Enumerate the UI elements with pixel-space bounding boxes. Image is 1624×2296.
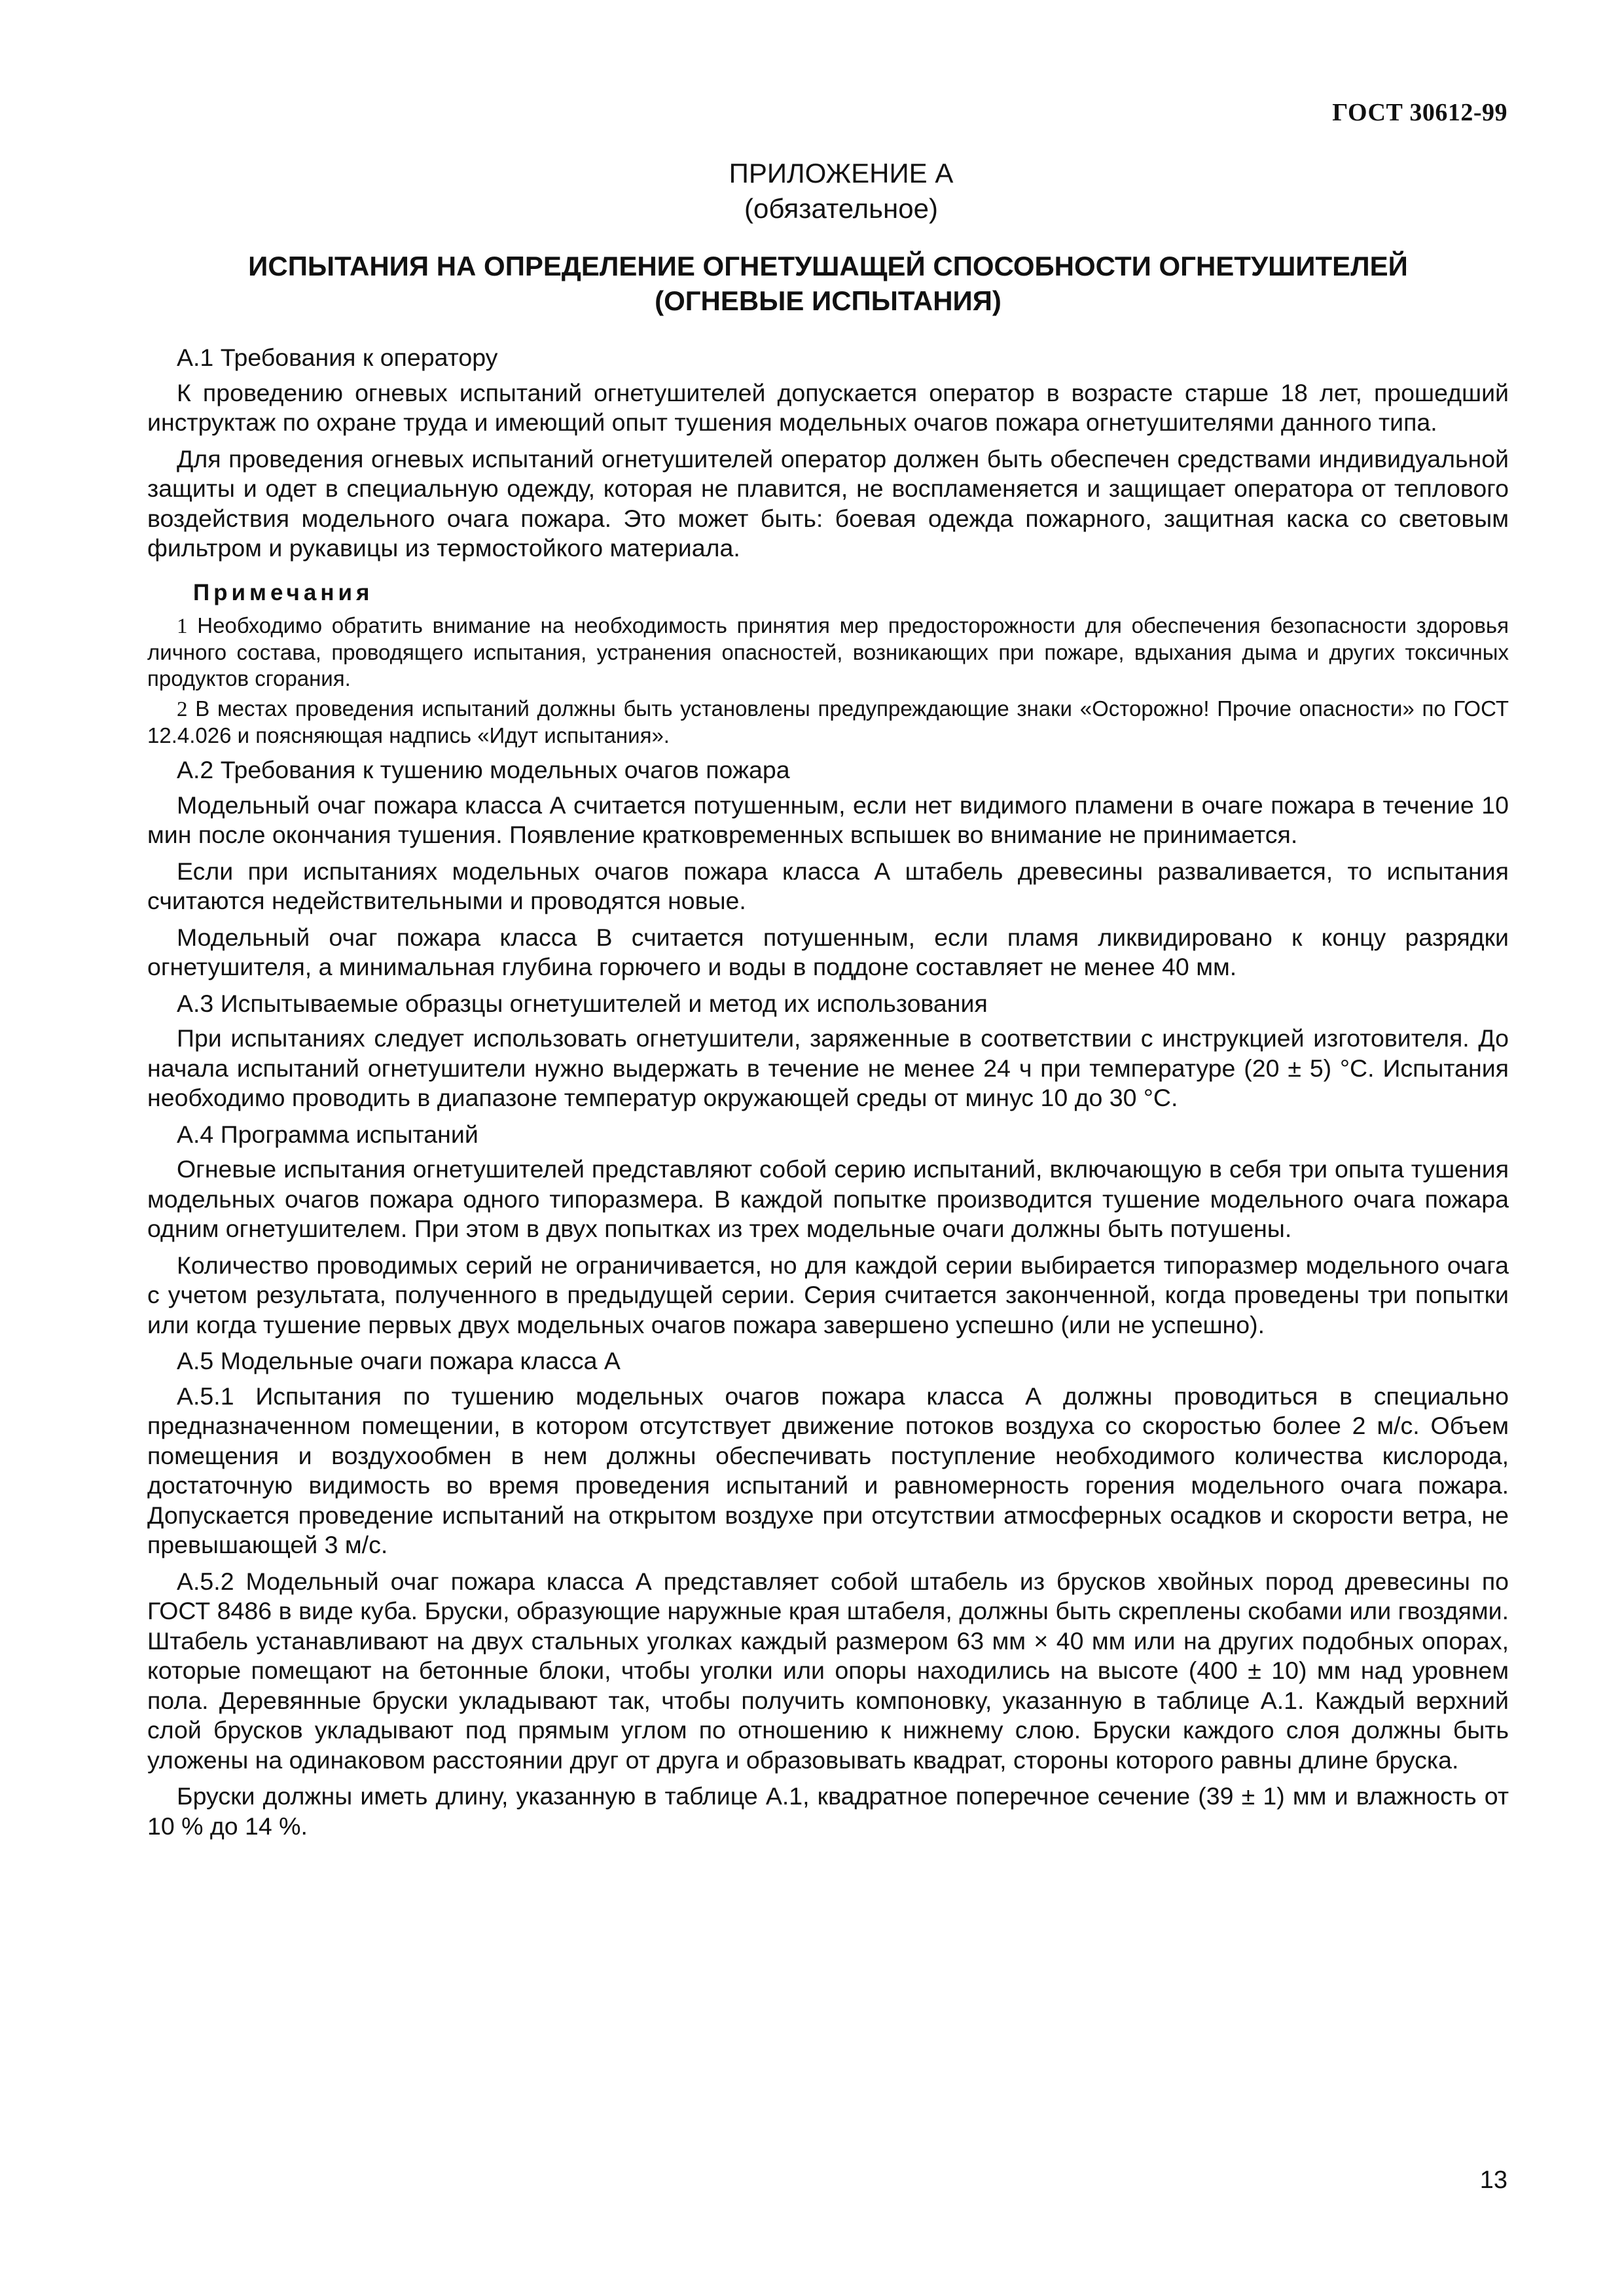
section-a5-heading: А.5 Модельные очаги пожара класса А — [177, 1347, 621, 1374]
annex-heading-line-1: ИСПЫТАНИЯ НА ОПРЕДЕЛЕНИЕ ОГНЕТУШАЩЕЙ СПОСОБНОСТИ ОГНЕТУШИТЕЛЕЙ — [248, 251, 1408, 281]
section-a4-paragraph-1: Огневые испытания огнетушителей представляют собой серию испытаний, включающую в себя три опыта тушения модельных очагов пожара одного типоразмера. В каждой попытке производится тушение модельного очага пожара одним огнетушителем. При этом в двух попытках из трех модельные очаги должны быть потушены. — [147, 1155, 1509, 1242]
page-number: 13 — [1479, 2166, 1507, 2194]
page-content — [147, 156, 1509, 1848]
section-a3-paragraph-1: При испытаниях следует использовать огнетушители, заряженные в соответствии с инструкцией изготовителя. До начала испытаний огнетушители нужно выдержать в течение не менее 24 ч при температуре (20 ± 5) °С. Испытания необходимо проводить в диапазоне температур окружающей среды от минус 10 до 30 °С. — [147, 1024, 1509, 1111]
section-a1-paragraph-2: Для проведения огневых испытаний огнетушителей оператор должен быть обеспечен средствами индивидуальной защиты и одет в специальную одежду, которая не плавится, не воспламеняется и защищает оператора от теплового воздействия модельного очага пожара. Это может быть: боевая одежда пожарного, защитная каска со световым фильтром и рукавицы из термостойкого материала. — [147, 444, 1509, 562]
section-a3-heading: А.3 Испытываемые образцы огнетушителей и метод их использования — [177, 989, 988, 1017]
section-a2-heading: А.2 Требования к тушению модельных очагов пожара — [177, 756, 790, 783]
section-a4-heading: А.4 Программа испытаний — [177, 1120, 478, 1148]
section-a5-1-paragraph: А.5.1 Испытания по тушению модельных очагов пожара класса А должны проводиться в специально предназначенном помещении, в котором отсутствует движение потоков воздуха со скоростью более 2 м/с. Объем помещения и воздухообмен в нем должны обеспечивать поступление необходимого количества кислорода, достаточную видимость во время проведения испытаний и равномерность горения модельного очага пожара. Допускается проведение испытаний на открытом воздухе при отсутствии атмосферных осадков и скорости ветра, не превышающей 3 м/с. — [147, 1382, 1509, 1558]
document-id: ГОСТ 30612-99 — [1332, 99, 1507, 126]
notes-heading: Примечания — [193, 579, 374, 605]
note-2-text: В местах проведения испытаний должны быть установлены предупреждающие знаки «Осторожно! Прочие опасности» по ГОСТ 12.4.026 и поясняющая надпись «Идут испытания». — [147, 696, 1509, 747]
annex-title: ПРИЛОЖЕНИЕ А — [729, 158, 954, 188]
annex-heading-line-2: (ОГНЕВЫЕ ИСПЫТАНИЯ) — [655, 285, 1001, 316]
note-1-number: 1 — [177, 615, 188, 638]
section-a2-paragraph-1: Модельный очаг пожара класса А считается потушенным, если нет видимого пламени в очаге пожара в течение 10 мин после окончания тушения. Появление кратковременных вспышек во внимание не принимается. — [147, 791, 1509, 848]
section-a2-paragraph-2: Если при испытаниях модельных очагов пожара класса А штабель древесины разваливается, то испытания считаются недействительными и проводятся новые. — [147, 857, 1509, 914]
note-2 — [147, 696, 1509, 749]
section-a1-paragraph-1: К проведению огневых испытаний огнетушителей допускается оператор в возрасте старше 18 лет, прошедший инструктаж по охране труда и имеющий опыт тушения модельных очагов пожара огнетушителями данного типа. — [147, 378, 1509, 436]
section-a5-2-paragraph-2: Бруски должны иметь длину, указанную в таблице А.1, квадратное поперечное сечение (39 ± 1) мм и влажность от 10 % до 14 %. — [147, 1782, 1509, 1840]
annex-heading — [147, 249, 1509, 318]
section-a2-paragraph-3: Модельный очаг пожара класса В считается потушенным, если пламя ликвидировано к концу разрядки огнетушителя, а минимальная глубина горючего и воды в поддоне составляет не менее 40 мм. — [147, 923, 1509, 980]
section-a5-2-paragraph: А.5.2 Модельный очаг пожара класса А представляет собой штабель из брусков хвойных пород древесины по ГОСТ 8486 в виде куба. Бруски, образующие наружные края штабеля, должны быть скреплены скобами или гвоздями. Штабель устанавливают на двух стальных уголках каждый размером 63 мм × 40 мм или на других подобных опорах, которые помещают на бетонные блоки, чтобы уголки или опоры находились на высоте (400 ± 10) мм над уровнем пола. Деревянные бруски укладывают так, чтобы получить компоновку, указанную в таблице А.1. Каждый верхний слой брусков укладывают под прямым углом по отношению к нижнему слою. Бруски каждого слоя должны быть уложены на одинаковом расстоянии друг от друга и образовывать квадрат, стороны которого равны длине бруска. — [147, 1567, 1509, 1774]
note-1 — [147, 613, 1509, 692]
section-a4-paragraph-2: Количество проводимых серий не ограничивается, но для каждой серии выбирается типоразмер модельного очага с учетом результата, полученного в предыдущей серии. Серия считается законченной, когда проведены три попытки или когда тушение первых двух модельных очагов пожара завершено успешно (или не успешно). — [147, 1251, 1509, 1338]
section-a1-heading: А.1 Требования к оператору — [177, 344, 498, 371]
note-2-number: 2 — [177, 698, 188, 721]
note-1-text: Необходимо обратить внимание на необходимость принятия мер предосторожности для обеспечения безопасности здоровья личного состава, проводящего испытания, устранения опасностей, возникающих при пожаре, вдыхания дыма и других токсичных продуктов сгорания. — [147, 613, 1509, 691]
annex-status: (обязательное) — [744, 193, 938, 224]
